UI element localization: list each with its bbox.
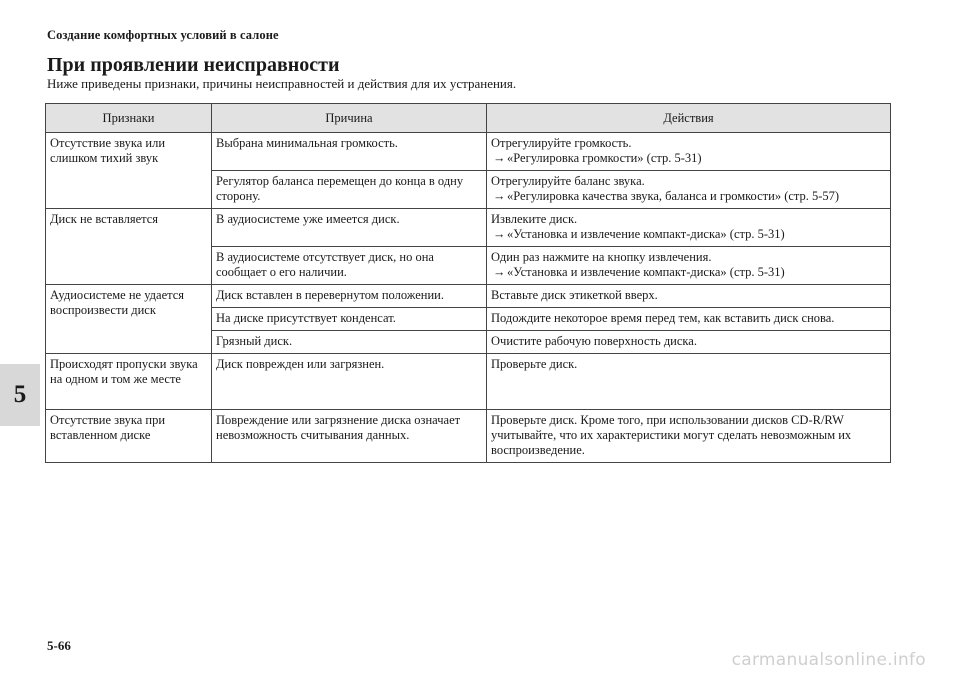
action-text: Отрегулируйте баланс звука.: [491, 174, 645, 188]
action-text: Один раз нажмите на кнопку извлечения.: [491, 250, 712, 264]
table-row: [46, 410, 891, 463]
reference-link[interactable]: → «Регулировка качества звука, баланса и громкости» (стр. 5-57): [493, 189, 840, 203]
reference-link[interactable]: → «Регулировка громкости» (стр. 5-31): [493, 151, 702, 165]
table-header-row: [46, 104, 891, 133]
symptom-cell: Происходят пропуски звука на одном и том же месте: [46, 354, 212, 410]
arrow-right-icon: →: [493, 151, 506, 165]
action-cell: [487, 171, 891, 209]
chapter-tab: [0, 364, 40, 426]
intro-text: Ниже приведены признаки, причины неисправностей и действия для их устранения.: [47, 76, 517, 91]
arrow-right-icon: →: [493, 227, 506, 241]
cause-cell: Выбрана минимальная громкость.: [212, 133, 487, 171]
symptom-cell: Отсутствие звука или слишком тихий звук: [46, 133, 212, 209]
action-cell: Подождите некоторое время перед тем, как вставить диск снова.: [487, 308, 891, 331]
action-cell: Вставьте диск этикеткой вверх.: [487, 285, 891, 308]
reference-link[interactable]: → «Установка и извлечение компакт-диска» (стр. 5-31): [493, 265, 785, 279]
cause-cell: Повреждение или загрязнение диска означает невозможность считывания данных.: [212, 410, 487, 463]
chapter-number: 5: [13, 381, 27, 408]
action-cell: [487, 247, 891, 285]
action-cell: [487, 209, 891, 247]
symptom-cell: Диск не вставляется: [46, 209, 212, 285]
action-cell: Проверьте диск.: [487, 354, 891, 410]
table-row: [46, 209, 891, 247]
cause-cell: Диск поврежден или загрязнен.: [212, 354, 487, 410]
arrow-right-icon: →: [493, 265, 506, 279]
cause-cell: Регулятор баланса перемещен до конца в одну сторону.: [212, 171, 487, 209]
symptom-cell: Отсутствие звука при вставленном диске: [46, 410, 212, 463]
page-title: При проявлении неисправности: [47, 54, 340, 76]
cause-cell: В аудиосистеме отсутствует диск, но она сообщает о его наличии.: [212, 247, 487, 285]
troubleshooting-table: [45, 103, 891, 463]
symptom-cell: Аудиосистеме не удается воспроизвести диск: [46, 285, 212, 354]
action-text: Отрегулируйте громкость.: [491, 136, 632, 150]
action-cell: Проверьте диск. Кроме того, при использовании дисков CD-R/RW учитывайте, что их характеристики могут сделать невозможным их воспроизведение.: [487, 410, 891, 463]
header-actions: Действия: [487, 104, 891, 133]
table-row: [46, 285, 891, 308]
cause-cell: Грязный диск.: [212, 331, 487, 354]
action-cell: [487, 133, 891, 171]
table-row: [46, 354, 891, 410]
cause-cell: Диск вставлен в перевернутом положении.: [212, 285, 487, 308]
action-cell: Очистите рабочую поверхность диска.: [487, 331, 891, 354]
header-cause: Причина: [212, 104, 487, 133]
cause-cell: На диске присутствует конденсат.: [212, 308, 487, 331]
cause-cell: В аудиосистеме уже имеется диск.: [212, 209, 487, 247]
table-row: [46, 133, 891, 171]
section-header: Создание комфортных условий в салоне: [47, 28, 279, 42]
arrow-right-icon: →: [493, 189, 506, 203]
page-number: 5-66: [47, 638, 71, 653]
watermark: carmanualsonline.info: [731, 650, 926, 670]
header-symptoms: Признаки: [46, 104, 212, 133]
action-text: Извлеките диск.: [491, 212, 578, 226]
reference-link[interactable]: → «Установка и извлечение компакт-диска» (стр. 5-31): [493, 227, 785, 241]
